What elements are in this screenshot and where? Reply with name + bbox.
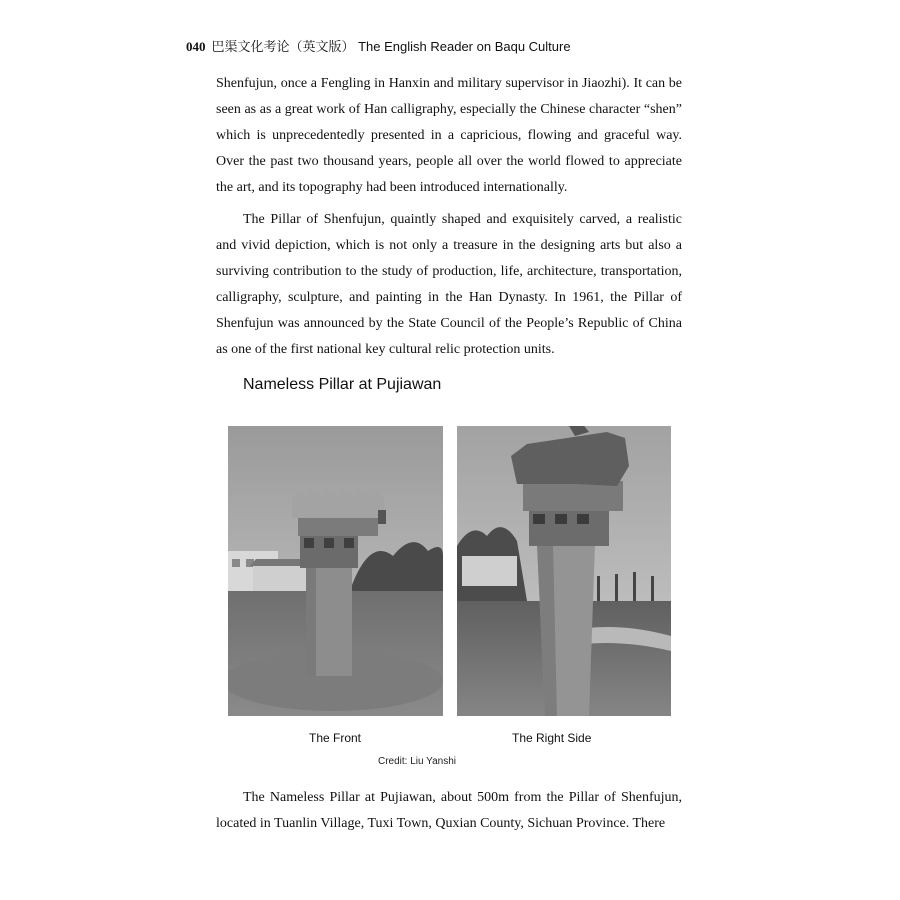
page-number: 040	[186, 39, 206, 54]
paragraph-nameless-pillar: The Nameless Pillar at Pujiawan, about 500m from the Pillar of Shenfujun, located in Tuanlin Village, Tuxi Town, Quxian County, Sichuan Province. There	[216, 790, 682, 831]
photo-pillar-front	[228, 426, 443, 716]
pillar-front-image	[228, 426, 443, 716]
paragraph-shenfujun-calligraphy: Shenfujun, once a Fengling in Hanxin and military supervisor in Jiaozhi). It can be seen as as a great work of Han calligraphy, especially the Chinese character “shen” which is unprecedentedly presented in a capricious, flowing and graceful way. Over the past two thousand years, people all over the world flowed to appreciate the art, and its topography had been introduced internationally.	[216, 76, 682, 195]
paragraph-pillar-significance: The Pillar of Shenfujun, quaintly shaped and exquisitely carved, a realistic and vivid depiction, which is not only a treasure in the designing arts but also a surviving contribution to the study of production, life, architecture, transportation, calligraphy, sculpture, and painting in the Han Dynasty. In 1961, the Pillar of Shenfujun was announced by the State Council of the People’s Republic of China as one of the first national key cultural relic protection units.	[216, 212, 682, 357]
caption-front: The Front	[309, 731, 362, 745]
running-head-title: 巴渠文化考论（英文版） The English Reader on Baqu Culture	[211, 39, 571, 54]
photo-credit: Credit: Liu Yanshi	[378, 756, 457, 767]
pillar-right-side-image	[457, 426, 671, 716]
caption-right-side: The Right Side	[512, 731, 592, 745]
photo-pillar-right-side	[457, 426, 671, 716]
running-head	[186, 36, 571, 55]
section-title: Nameless Pillar at Pujiawan	[243, 376, 442, 393]
